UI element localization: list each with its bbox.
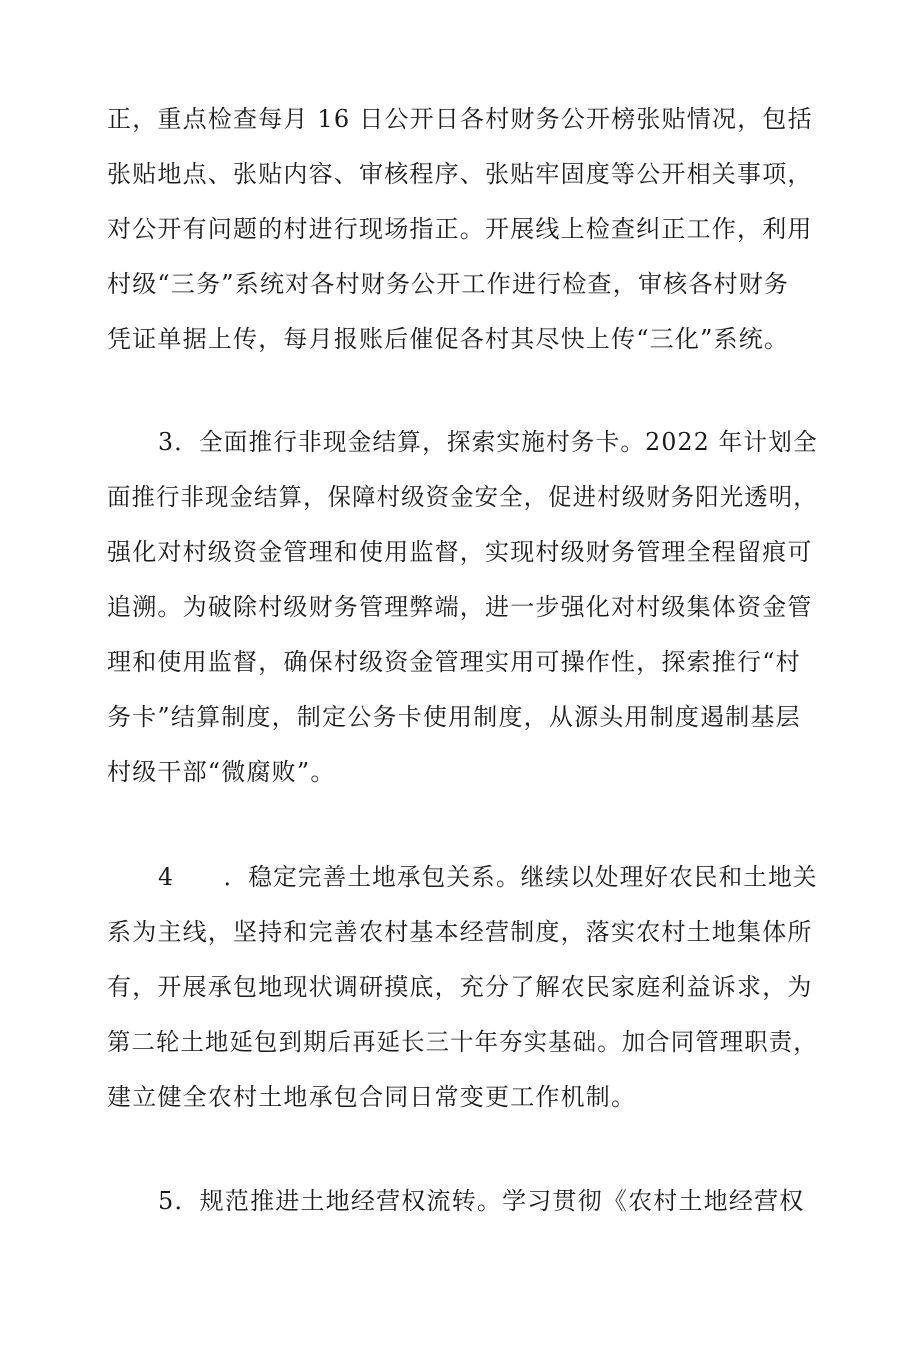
paragraph-1-line-1: 正，重点检查每月 16 日公开日各村财务公开榜张贴情况，包括 [107, 105, 813, 133]
paragraph-2-line-1: 3．全面推行非现金结算，探索实施村务卡。2022 年计划全 [158, 428, 818, 456]
paragraph-2-line-5: 理和使用监督，确保村级资金管理实用可操作性，探索推行“村 [107, 648, 801, 676]
paragraph-3-line-1: 4 ．稳定完善土地承包关系。继续以处理好农民和土地关 [158, 863, 818, 891]
paragraph-1-line-4: 村级“三务”系统对各村财务公开工作进行检查，审核各村财务 [107, 270, 790, 298]
paragraph-2-line-6: 务卡”结算制度，制定公务卡使用制度，从源头用制度遏制基层 [107, 703, 801, 731]
paragraph-2-line-2: 面推行非现金结算，保障村级资金安全，促进村级财务阳光透明， [107, 483, 818, 511]
paragraph-3-line-5: 建立健全农村土地承包合同日常变更工作机制。 [107, 1083, 637, 1111]
paragraph-3-line-3: 有，开展承包地现状调研摸底，充分了解农民家庭利益诉求，为 [107, 973, 813, 1001]
paragraph-3-line-2: 系为主线，坚持和完善农村基本经营制度，落实农村土地集体所 [107, 918, 813, 946]
paragraph-1-line-3: 对公开有问题的村进行现场指正。开展线上检查纠正工作，利用 [107, 215, 813, 243]
paragraph-3-line-4: 第二轮土地延包到期后再延长三十年夯实基础。加合同管理职责， [107, 1028, 818, 1056]
paragraph-1-line-2: 张贴地点、张贴内容、审核程序、张贴牢固度等公开相关事项， [107, 160, 813, 188]
paragraph-1-line-5: 凭证单据上传，每月报账后催促各村其尽快上传“三化”系统。 [107, 325, 790, 353]
paragraph-2-line-7: 村级干部“微腐败”。 [107, 758, 336, 786]
paragraph-4-line-1: 5．规范推进土地经营权流转。学习贯彻《农村土地经营权 [158, 1187, 805, 1215]
paragraph-2-line-4: 追溯。为破除村级财务管理弊端，进一步强化对村级集体资金管 [107, 593, 813, 621]
paragraph-2-line-3: 强化对村级资金管理和使用监督，实现村级财务管理全程留痕可 [107, 538, 813, 566]
